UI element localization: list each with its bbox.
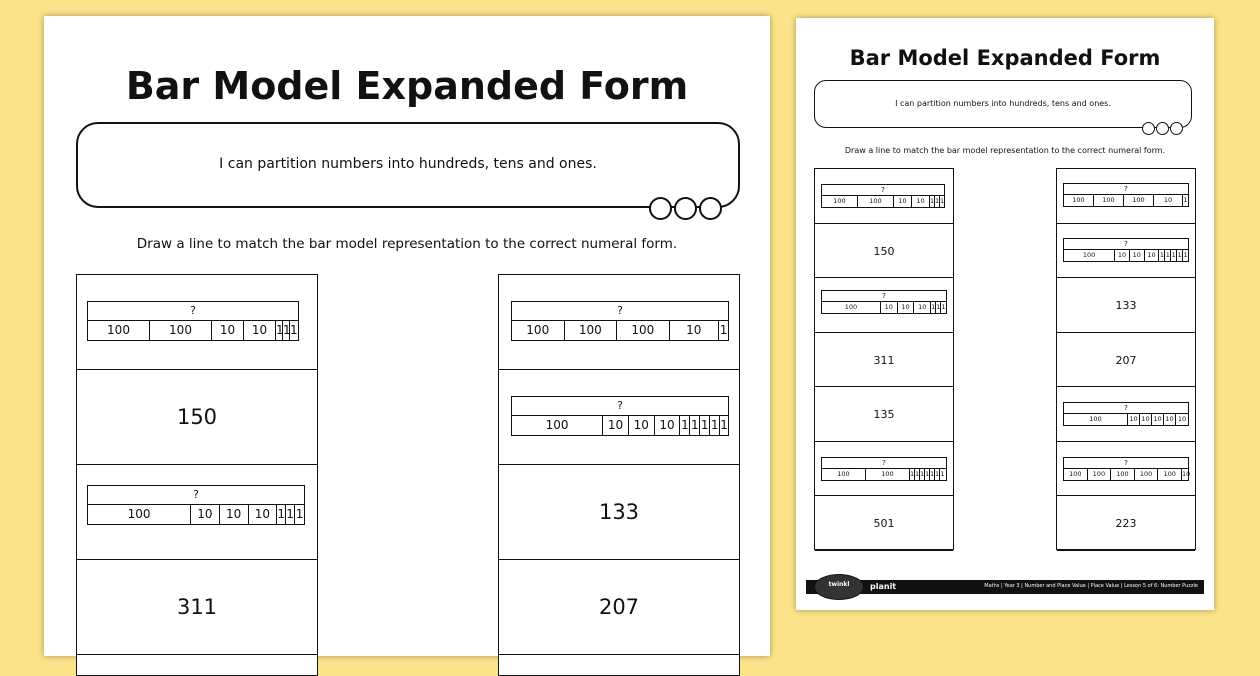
bar-part: 100 [822,469,866,480]
bar-model-question: ? [1064,239,1188,250]
bar-part: 10 [1164,414,1176,425]
numeral: 133 [598,500,640,524]
bar-model [1063,238,1189,262]
bar-part: 1 [920,469,925,478]
bar-part: 1 [935,197,940,205]
bar-model-cell[interactable] [1057,224,1195,279]
bar-part: 100 [88,505,191,524]
bar-part: 100 [1064,414,1128,425]
bar-part: 10 [1145,250,1160,261]
bar-part: 10 [1177,415,1187,423]
numeral-cell[interactable] [77,560,317,655]
bar-part: 100 [822,196,858,207]
bar-model-question: ? [822,185,944,196]
bar-part: 10 [1130,250,1145,261]
bar-part: 10 [655,416,681,435]
bar-model-cell[interactable] [1057,387,1195,442]
worksheet-title: Bar Model Expanded Form [125,64,689,108]
bar-part: 1 [1183,250,1188,259]
bar-model-question: ? [822,291,946,302]
bar-part: 100 [1124,195,1154,206]
bar-part: 100 [617,321,670,340]
bar-part: 1 [690,416,700,435]
bar-model-cell[interactable] [815,442,953,497]
bar-part: 100 [822,302,881,313]
bar-part: 10 [629,416,655,435]
bar-model [1063,183,1189,207]
bar-part: 10 [894,196,912,207]
bar-model-question: ? [1064,403,1188,414]
bar-part: 1 [276,321,283,340]
bar-part: 1 [277,505,286,524]
bar-part: 10 [898,302,915,313]
bar-part: 1 [930,197,935,205]
bar-part: 100 [88,321,150,340]
bar-model [511,301,729,341]
bar-part: 10 [881,302,898,313]
bar-part: 1 [1177,250,1182,259]
bar-part: 10 [912,196,930,207]
bar-model-cell[interactable] [77,275,317,370]
bar-part: 10 [212,321,244,340]
numeral-cell[interactable] [77,370,317,465]
learning-objective: I can partition numbers into hundreds, tens and ones. [219,156,597,172]
footer-meta: Maths | Year 3 | Number and Place Value | Place Value | Lesson 5 of 6: Number Puzzle [984,583,1198,589]
bar-model [1063,457,1189,481]
numeral-cell[interactable] [815,387,953,442]
bar-part: 10 [1115,250,1130,261]
bar-model-question: ? [512,302,728,321]
bar-model-question: ? [88,486,304,505]
bar-part: 10 [191,505,220,524]
bar-model [821,457,947,481]
bar-model [821,290,947,314]
bar-part: 100 [512,321,565,340]
bar-part: 1 [940,197,945,205]
numeral: 135 [873,408,895,421]
bar-part: 1 [915,469,920,478]
bar-part: 10 [249,505,278,524]
worksheet-large [44,16,770,656]
logo-text: twinkl [828,581,850,588]
bar-part: 100 [1158,469,1182,480]
learning-objective: I can partition numbers into hundreds, tens and ones. [895,99,1111,108]
numeral: 207 [598,595,640,619]
bar-part: 100 [1088,469,1112,480]
bar-part: 10 [1154,195,1183,206]
numeral: 501 [873,517,895,530]
instruction-text: Draw a line to match the bar model representation to the correct numeral form. [844,146,1166,155]
twinkl-logo-icon [814,574,864,600]
bar-model-question: ? [512,397,728,416]
numeral-cell[interactable] [499,465,739,560]
bar-model [821,184,945,208]
bar-part: 100 [1094,195,1124,206]
footer-brand: planit [870,582,897,591]
bar-part: 1 [910,469,915,478]
bar-part: 10 [914,302,931,313]
bar-model-question: ? [1064,458,1188,469]
bar-part: 100 [866,469,910,480]
bar-part: 10 [220,505,249,524]
worksheet-footer [806,580,1204,594]
learning-objective-banner [814,80,1192,128]
numeral: 223 [1115,517,1137,530]
bar-part: 100 [1064,250,1115,261]
bar-part: 1 [931,303,936,311]
numeral-cell[interactable] [499,560,739,655]
bar-model-question: ? [1064,184,1188,195]
bar-part: 1 [710,416,720,435]
left-column [76,274,318,676]
bar-part: 100 [565,321,618,340]
numeral: 311 [176,595,218,619]
bar-part: 100 [512,416,603,435]
bar-part: 1 [1165,250,1170,259]
bar-part: 1 [1171,250,1176,259]
numeral: 311 [873,353,895,367]
bar-part: 1 [680,416,690,435]
numeral: 133 [1115,299,1137,312]
bar-part: 100 [858,196,894,207]
numeral-cell[interactable] [1057,496,1195,551]
right-column [1056,168,1196,550]
numeral-cell[interactable] [815,333,953,388]
bar-model [1063,402,1189,426]
bar-part: 1 [1159,250,1164,259]
bar-part: 100 [1064,469,1088,480]
bar-model [511,396,729,436]
bar-part: 1 [1183,196,1188,204]
bar-part: 1 [719,323,728,337]
bar-part: 1 [283,321,290,340]
bar-part: 100 [1111,469,1135,480]
banner-dots [647,197,722,220]
bar-model-cell[interactable] [499,275,739,370]
bar-model-question: ? [822,458,946,469]
worksheet-title: Bar Model Expanded Form [849,46,1161,70]
numeral: 207 [1115,353,1137,367]
bar-part: 10 [1181,469,1191,478]
bar-model-cell[interactable] [815,278,953,333]
numeral-cell[interactable] [815,224,953,279]
bar-part: 1 [935,469,940,478]
bar-part: 1 [295,507,304,521]
bar-part: 1 [925,469,930,478]
bar-part: 1 [941,303,946,311]
bar-part: 10 [670,321,720,340]
bar-model-cell[interactable] [1057,442,1195,497]
instruction-text: Draw a line to match the bar model representation to the correct numeral form. [136,236,678,252]
numeral-cell[interactable] [1057,333,1195,388]
bar-model [87,485,305,525]
bar-part: 100 [1064,195,1094,206]
bar-part: 1 [940,469,945,478]
left-column [814,168,954,550]
bar-model [87,301,299,341]
bar-part: 1 [290,323,298,337]
numeral-cell[interactable] [1057,278,1195,333]
bar-model-cell[interactable] [77,465,317,560]
bar-part: 10 [1152,414,1164,425]
bar-part: 100 [1135,469,1159,480]
bar-part: 1 [720,418,728,432]
bar-model-cell[interactable] [1057,169,1195,224]
worksheet-preview [796,18,1214,610]
bar-part: 1 [286,505,295,524]
bar-part: 10 [244,321,276,340]
banner-dots [1141,122,1183,135]
numeral-cell[interactable] [815,496,953,551]
learning-objective-banner [76,122,740,208]
numeral: 150 [873,244,895,258]
numeral: 150 [176,405,218,429]
bar-part: 1 [936,303,941,311]
bar-part: 10 [603,416,629,435]
right-column [498,274,740,676]
bar-part: 100 [150,321,212,340]
bar-part: 1 [930,469,935,478]
bar-part: 10 [1140,414,1152,425]
bar-model-cell[interactable] [499,370,739,465]
bar-part: 10 [1128,414,1140,425]
bar-model-cell[interactable] [815,169,953,224]
bar-part: 1 [700,416,710,435]
bar-model-question: ? [88,302,298,321]
